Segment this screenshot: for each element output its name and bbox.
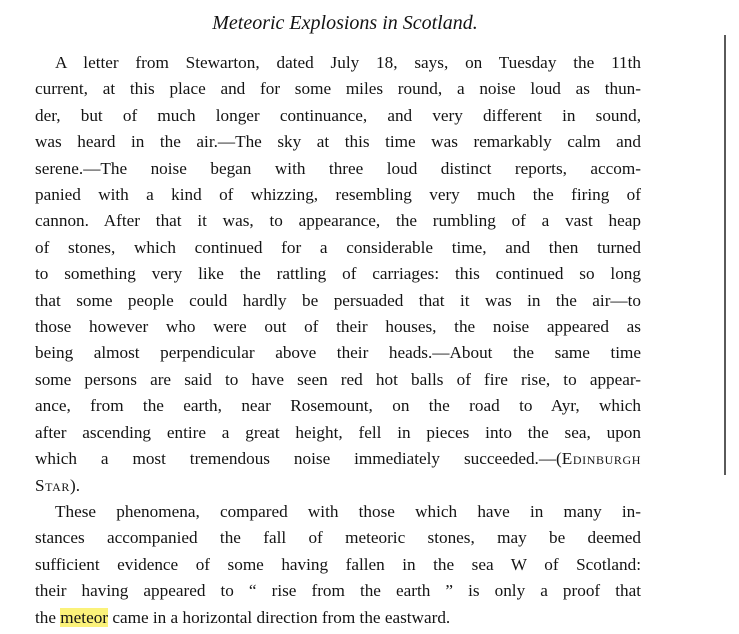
line-text: the: [35, 607, 61, 627]
text-line: after ascending entire a great height, fell in pieces into the sea, upon: [35, 422, 641, 442]
text-line: [35, 446, 641, 472]
paragraph-2: [35, 499, 641, 631]
text-line: their having appeared to “ rise from the earth ” is only a proof that: [35, 581, 641, 601]
line-text: which a most tremendous noise immediately succeeded.—(: [35, 449, 562, 469]
paragraph-1: [35, 50, 641, 499]
line-text: ).: [70, 475, 81, 495]
text-line: being almost perpendicular above their heads.—About the same time: [35, 343, 641, 363]
text-line: [35, 605, 641, 631]
text-line: that some people could hardly be persuaded that it was in the air—to: [35, 290, 641, 310]
article-body: [35, 50, 641, 631]
article-title: Meteoric Explosions in Scotland.: [212, 12, 478, 34]
text-line: cannon. After that it was, to appearance, the rumbling of a vast heap: [35, 211, 641, 231]
text-line: current, at this place and for some miles round, a noise loud as thun-: [35, 79, 641, 99]
text-line: to something very like the rattling of carriages: this continued so long: [35, 264, 641, 284]
text-line: [35, 473, 641, 499]
highlighted-search-term: meteor: [60, 607, 109, 627]
text-line: stances accompanied the fall of meteoric stones, may be deemed: [35, 528, 641, 548]
text-line: was heard in the air.—The sky at this time was remarkably calm and: [35, 132, 641, 152]
text-line: of stones, which continued for a considerable time, and then turned: [35, 237, 641, 257]
line-text: came in a horizontal direction from the eastward.: [108, 607, 451, 627]
text-line: panied with a kind of whizzing, resembling very much the firing of: [35, 185, 641, 205]
margin-rule: [724, 35, 726, 475]
text-line: some persons are said to have seen red hot balls of fire rise, to appear-: [35, 369, 641, 389]
text-line: A letter from Stewarton, dated July 18, says, on Tuesday the 11th: [55, 53, 641, 72]
text-line: These phenomena, compared with those which have in many in-: [55, 501, 641, 521]
text-line: sufficient evidence of some having fallen in the sea W of Scotland:: [35, 554, 641, 574]
text-line: serene.—The noise began with three loud distinct reports, accom-: [35, 158, 641, 178]
text-line: ance, from the earth, near Rosemount, on the road to Ayr, which: [35, 396, 641, 416]
text-line: those however who were out of their houses, the noise appeared as: [35, 317, 641, 337]
source-name: Edinburgh: [561, 449, 641, 469]
source-name: Star: [35, 475, 70, 495]
text-line: der, but of much longer continuance, and very different in sound,: [35, 105, 641, 125]
